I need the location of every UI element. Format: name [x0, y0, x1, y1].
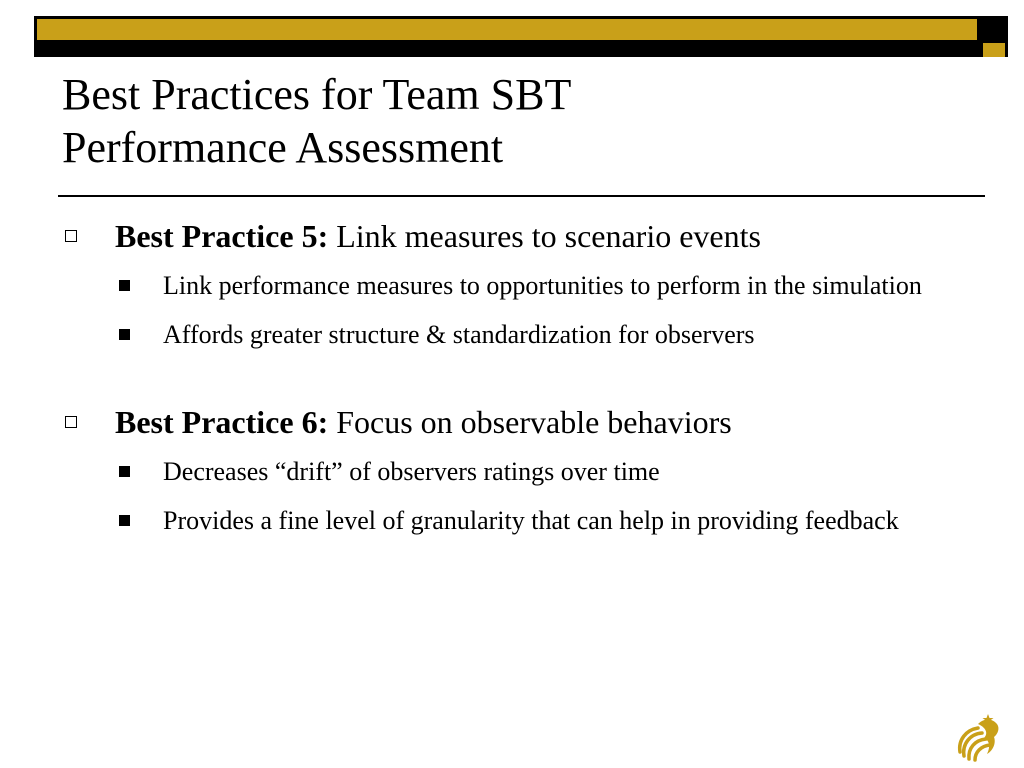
header-corner-gold	[983, 43, 1005, 57]
filled-square-bullet-icon	[119, 280, 130, 291]
section-heading-text: Link measures to scenario events	[328, 218, 761, 254]
section-heading	[62, 401, 982, 443]
list-item-text: Provides a fine level of granularity that can help in providing feedback	[163, 506, 899, 535]
title-divider	[58, 195, 985, 197]
slide-body	[62, 215, 982, 541]
section-heading-text: Focus on observable behaviors	[328, 404, 732, 440]
list-item	[62, 451, 963, 492]
section-heading-bold: Best Practice 6:	[115, 404, 329, 440]
list-item	[62, 314, 963, 355]
header-band-gold	[37, 19, 977, 40]
hollow-square-bullet-icon	[65, 230, 77, 242]
title-line-2: Performance Assessment	[62, 123, 504, 172]
list-item	[62, 500, 963, 541]
section-heading-bold: Best Practice 5:	[115, 218, 329, 254]
list-item-text: Affords greater structure & standardization for observers	[163, 320, 755, 349]
section-heading	[62, 215, 982, 257]
list-item	[62, 265, 963, 306]
hollow-square-bullet-icon	[65, 416, 77, 428]
filled-square-bullet-icon	[119, 466, 130, 477]
list-item-text: Link performance measures to opportunities to perform in the simulation	[163, 271, 922, 300]
pegasus-logo-icon	[954, 712, 1002, 764]
title-line-1: Best Practices for Team SBT	[62, 70, 572, 119]
list-item-text: Decreases “drift” of observers ratings over time	[163, 457, 660, 486]
slide-title	[62, 68, 962, 174]
filled-square-bullet-icon	[119, 329, 130, 340]
filled-square-bullet-icon	[119, 515, 130, 526]
